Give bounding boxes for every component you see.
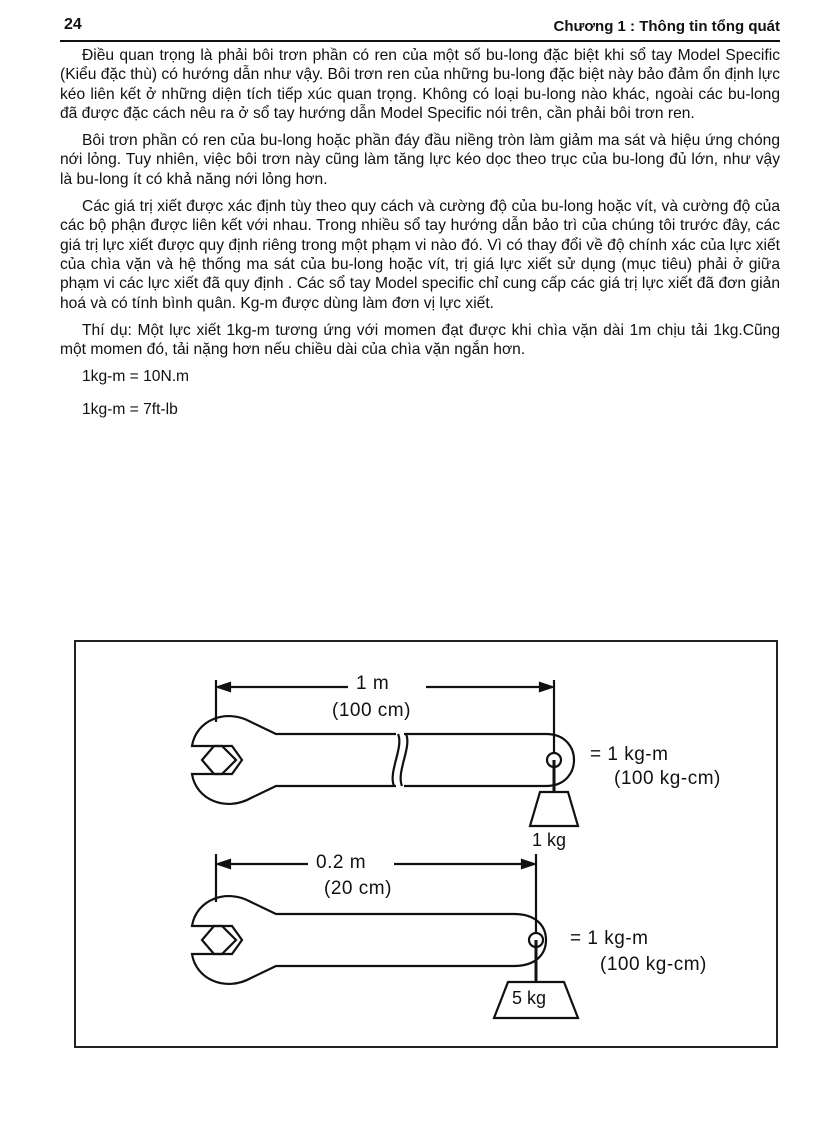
torque-label-2: = 1 kg-m [570, 928, 649, 949]
weight-1-label: 1 kg [532, 830, 567, 850]
length-cm-label-2: (20 cm) [324, 878, 392, 899]
torque-cm-label-1: (100 kg-cm) [614, 768, 721, 789]
page-header [60, 14, 780, 42]
page-number: 24 [64, 16, 82, 33]
paragraph: Điều quan trọng là phải bôi trơn phần có ren của một số bu-long đặc biệt khi sổ tay Model Specific (Kiểu đặc thù) có hướng dẫn như vậy. Bôi trơn ren của những bu-long đặc biệt này bảo đảm ổn định lực kéo liên kết ở những diện tích tiếp xúc quan trọng. Không có loại bu-long nào khác, ngoài các bu-long đã được đặc cách nêu ra ở sổ tay hướng dẫn Model Specific nói trên, cần phải bôi trơn ren. [60, 47, 780, 122]
length-label-1: 1 m [356, 673, 390, 694]
length-label-2: 0.2 m [316, 852, 367, 873]
paragraph: Các giá trị xiết được xác định tùy theo quy cách và cường độ của bu-long hoặc vít, và cường độ của các bộ phận được liên kết với nhau. Trong nhiều sổ tay hướng dẫn bảo trì của chúng tôi trước đây, các giá trị lực xiết được quy định riêng trong một phạm vi nào đó. Vì có thay đổi về độ chính xác của lực xiết của chìa vặn và hệ thống ma sát của bu-long hoặc vít, trị giá lực xiết sử dụng (mục tiêu) phải ở giữa phạm vi các lực xiết đã quy định . Các sổ tay Model specific chỉ cung cấp các giá trị lực xiết đã đơn giản hoá và có tính bình quân. Kg-m được dùng làm đơn vị lực xiết. [60, 198, 780, 312]
torque-wrench-figure [74, 640, 778, 1048]
conversion-foot-pound: 1kg-m = 7ft-lb [82, 401, 178, 419]
torque-label-1: = 1 kg-m [590, 744, 669, 765]
paragraph: Bôi trơn phần có ren của bu-long hoặc phần đáy đầu niềng tròn làm giảm ma sát và hiệu ứng chóng nới lỏng. Tuy nhiên, việc bôi trơn này cũng làm tăng lực kéo dọc theo trục của bu-long đủ lớn, như vậy là bu-long ít có khả năng nới lỏng hơn. [60, 132, 780, 188]
body-text [60, 46, 780, 419]
paragraph: Thí dụ: Một lực xiết 1kg-m tương ứng với momen đạt được khi chìa vặn dài 1m chịu tải 1kg.Cũng một momen đó, tải nặng hơn nếu chiều dài của chìa vặn ngắn hơn. [60, 321, 780, 359]
wrench-short-icon [192, 896, 546, 984]
wrench-diagram [76, 642, 780, 1050]
length-cm-label-1: (100 cm) [332, 700, 411, 721]
torque-cm-label-2: (100 kg-cm) [600, 954, 707, 975]
wrench-long-icon [192, 716, 574, 804]
conversion-newton-meter: 1kg-m = 10N.m [82, 368, 190, 386]
weight-2-label: 5 kg [512, 988, 547, 1008]
weight-1-icon [530, 792, 578, 826]
chapter-title: Chương 1 : Thông tin tổng quát [553, 18, 780, 35]
